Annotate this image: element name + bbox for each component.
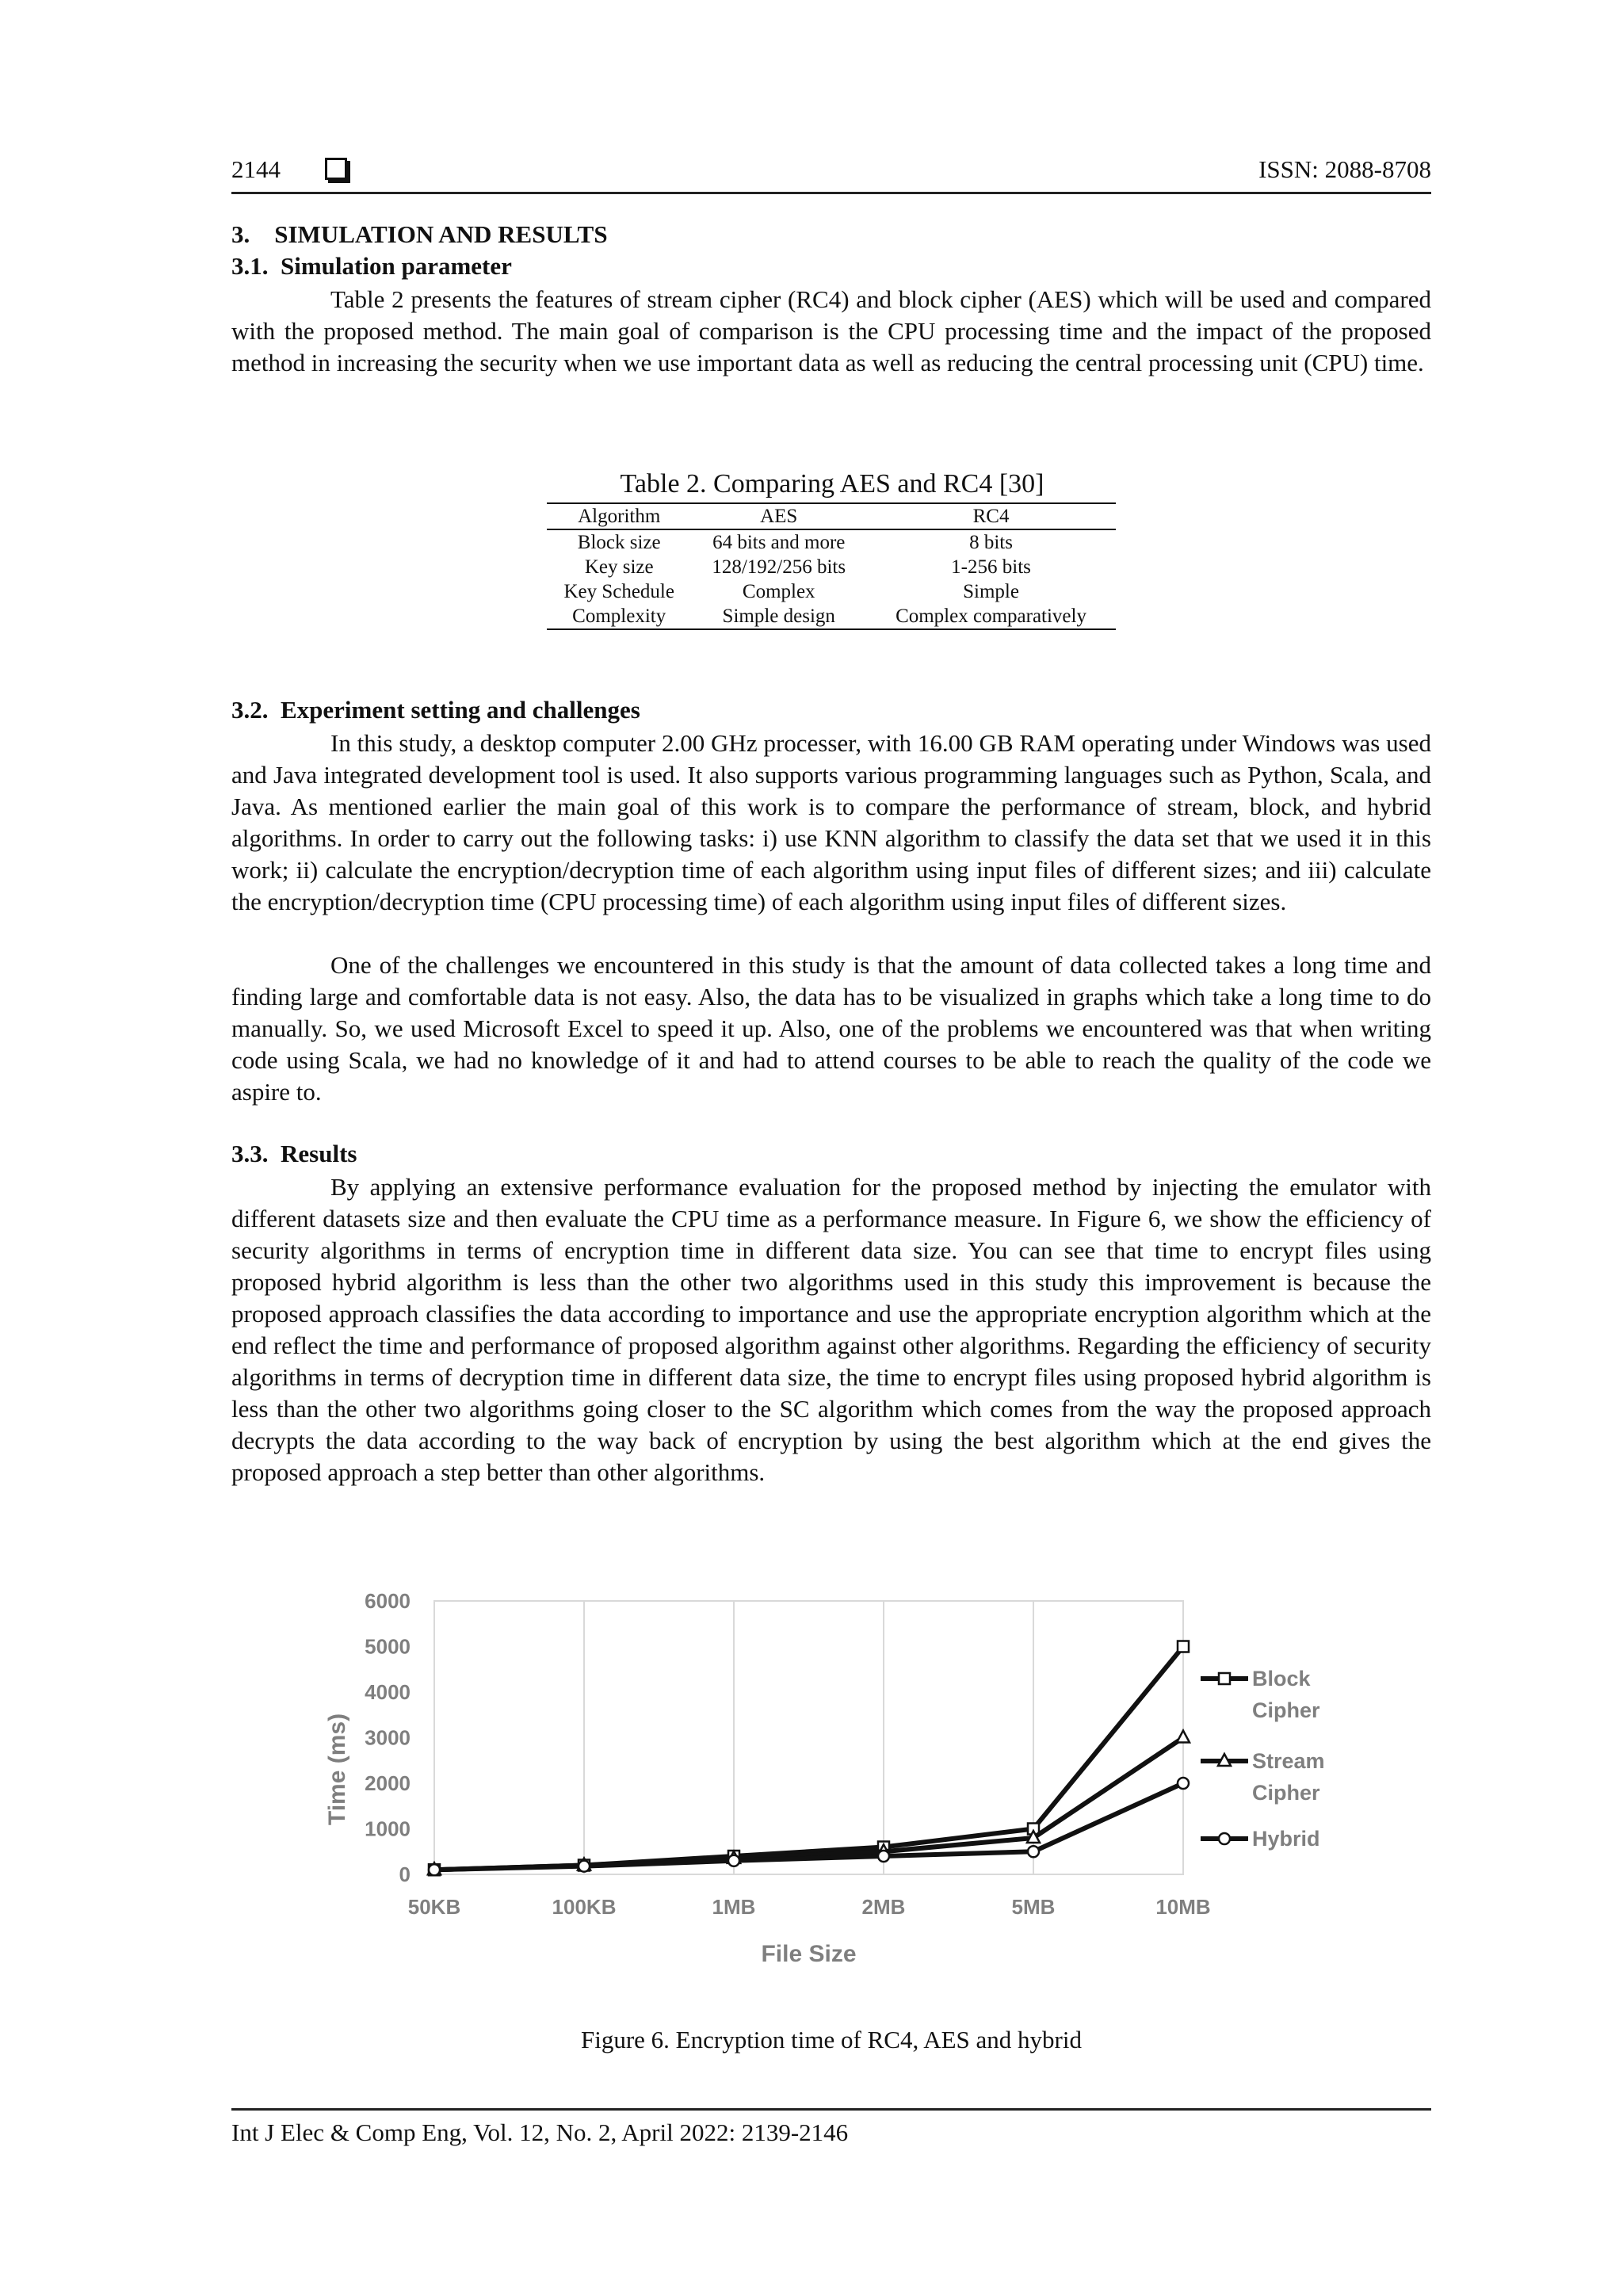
- y-tick-label: 1000: [365, 1817, 411, 1841]
- issn: ISSN: 2088-8708: [1258, 155, 1431, 183]
- stream-cipher-legend-label: Stream: [1252, 1749, 1325, 1773]
- paragraph-3-3: By applying an extensive performance evaluation for the proposed method by injecting the emulator with different datasets size and then evaluate the CPU time as a performance measure. In Figure 6, we show the efficiency of security algorithms in terms of encryption time in different data size. You can see that time to encrypt files using proposed hybrid algorithm is less than the other two algorithms used in this study this improvement is because the proposed approach classifies the data according to importance and use the appropriate encryption algorithm which at the end reflect the time and performance of proposed algorithm against other algorithms. Regarding the efficiency of security algorithms in terms of decryption time in different data size, the time to encrypt files using proposed hybrid algorithm is less than the other two algorithms going closer to the SC algorithm which comes from the way the proposed approach decrypts the data according to the way back of encryption by using the best algorithm which at the end gives the proposed approach a step better than other algorithms.: [231, 1173, 1431, 1486]
- hybrid-series-line: [434, 1783, 1183, 1870]
- page-header: [231, 155, 1431, 194]
- y-tick-label: 3000: [365, 1725, 411, 1750]
- square-bullet-icon: [325, 158, 347, 180]
- y-axis-title: Time (ms): [324, 1713, 350, 1826]
- table-header-cell: Algorithm: [547, 503, 691, 529]
- hybrid-data-point: [878, 1851, 889, 1862]
- x-tick-label: 5MB: [1011, 1895, 1056, 1919]
- y-tick-label: 5000: [365, 1634, 411, 1659]
- x-tick-label: 100KB: [552, 1895, 617, 1919]
- block-cipher-legend-label: Cipher: [1252, 1698, 1320, 1722]
- y-tick-label: 6000: [365, 1589, 411, 1613]
- table-row: [547, 604, 1116, 629]
- hybrid-legend-marker: [1219, 1833, 1230, 1844]
- block-cipher-data-point: [1178, 1641, 1189, 1652]
- table-cell: 1-256 bits: [951, 556, 1031, 578]
- table-cell: Complex: [742, 581, 815, 602]
- table-cell: 8 bits: [969, 532, 1013, 553]
- table-cell: 64 bits and more: [712, 532, 846, 553]
- hybrid-data-point: [429, 1864, 440, 1875]
- y-tick-label: 0: [399, 1862, 411, 1886]
- encryption-time-line-chart: [317, 1553, 1347, 1997]
- stream-cipher-data-point: [1177, 1731, 1190, 1743]
- x-tick-label: 1MB: [712, 1895, 756, 1919]
- y-tick-label: 2000: [365, 1771, 411, 1795]
- subsection-heading-3-3: 3.3. Results: [231, 1140, 357, 1167]
- table-row: [547, 529, 1116, 555]
- y-tick-label: 4000: [365, 1680, 411, 1704]
- x-axis-title: File Size: [761, 1941, 857, 1967]
- block-cipher-legend-label: Block: [1252, 1667, 1311, 1690]
- block-cipher-legend-marker: [1219, 1673, 1230, 1684]
- subsection-heading-3-2: 3.2. Experiment setting and challenges: [231, 696, 640, 724]
- comparison-table: [547, 502, 1116, 630]
- paragraph-3-1: Table 2 presents the features of stream cipher (RC4) and block cipher (AES) which will be used and compared with the proposed method. The main goal of comparison is the CPU processing time and the impact of the proposed method in increasing the security when we use important data as well as reducing the central processing unit (CPU) time.: [231, 285, 1431, 376]
- section-heading: 3. SIMULATION AND RESULTS: [231, 220, 608, 248]
- x-tick-label: 2MB: [861, 1895, 906, 1919]
- x-tick-label: 10MB: [1155, 1895, 1211, 1919]
- hybrid-data-point: [1028, 1846, 1039, 1857]
- page-number: 2144: [231, 155, 281, 183]
- hybrid-data-point: [728, 1855, 739, 1866]
- table-cell: Simple design: [691, 604, 866, 629]
- hybrid-legend-label: Hybrid: [1252, 1827, 1320, 1851]
- paragraph-3-2-a: In this study, a desktop computer 2.00 GHz processer, with 16.00 GB RAM operating under Windows was used and Java integrated development tool is used. It also supports various programming languages such as Python, Scala, and Java. As mentioned earlier the main goal of this work is to compare the performance of stream, block, and hybrid algorithms. In order to carry out the following tasks: i) use KNN algorithm to classify the data set that we used it in this work; ii) calculate the encryption/decryption time of each algorithm using input files of different sizes; and iii) calculate the encryption/decryption time (CPU processing time) of each algorithm using input files of different sizes.: [231, 729, 1431, 915]
- table-header-cell: RC4: [866, 503, 1116, 529]
- x-tick-label: 50KB: [407, 1895, 461, 1919]
- table-caption: Table 2. Comparing AES and RC4 [30]: [620, 469, 1044, 499]
- table-cell: Simple: [963, 581, 1019, 602]
- table-cell: Complex comparatively: [866, 604, 1116, 629]
- table-cell: Block size: [577, 532, 661, 553]
- table-header-cell: AES: [691, 503, 866, 529]
- page-footer: Int J Elec & Comp Eng, Vol. 12, No. 2, April 2022: 2139-2146: [231, 2108, 1431, 2147]
- hybrid-data-point: [1178, 1778, 1189, 1789]
- paragraph-3-2-b: One of the challenges we encountered in this study is that the amount of data collected takes a long time and finding large and comfortable data is not easy. Also, the data has to be visualized in graphs which take a long time to do manually. So, we used Microsoft Excel to speed it up. Also, one of the problems we encountered was that when writing code using Scala, we had no knowledge of it and had to attend courses to be able to reach the quality of the code we aspire to.: [231, 951, 1431, 1106]
- table-header-row: [547, 503, 1116, 529]
- hybrid-data-point: [579, 1861, 590, 1872]
- stream-cipher-legend-label: Cipher: [1252, 1781, 1320, 1805]
- table-row: [547, 555, 1116, 579]
- subsection-heading-3-1: 3.1. Simulation parameter: [231, 252, 512, 280]
- table-cell: Key Schedule: [563, 581, 674, 602]
- table-cell: 128/192/256 bits: [712, 556, 846, 578]
- table-cell: Complexity: [547, 604, 691, 629]
- table-cell: Key size: [584, 556, 654, 578]
- figure-caption: Figure 6. Encryption time of RC4, AES and hybrid: [580, 2026, 1082, 2053]
- table-row: [547, 579, 1116, 604]
